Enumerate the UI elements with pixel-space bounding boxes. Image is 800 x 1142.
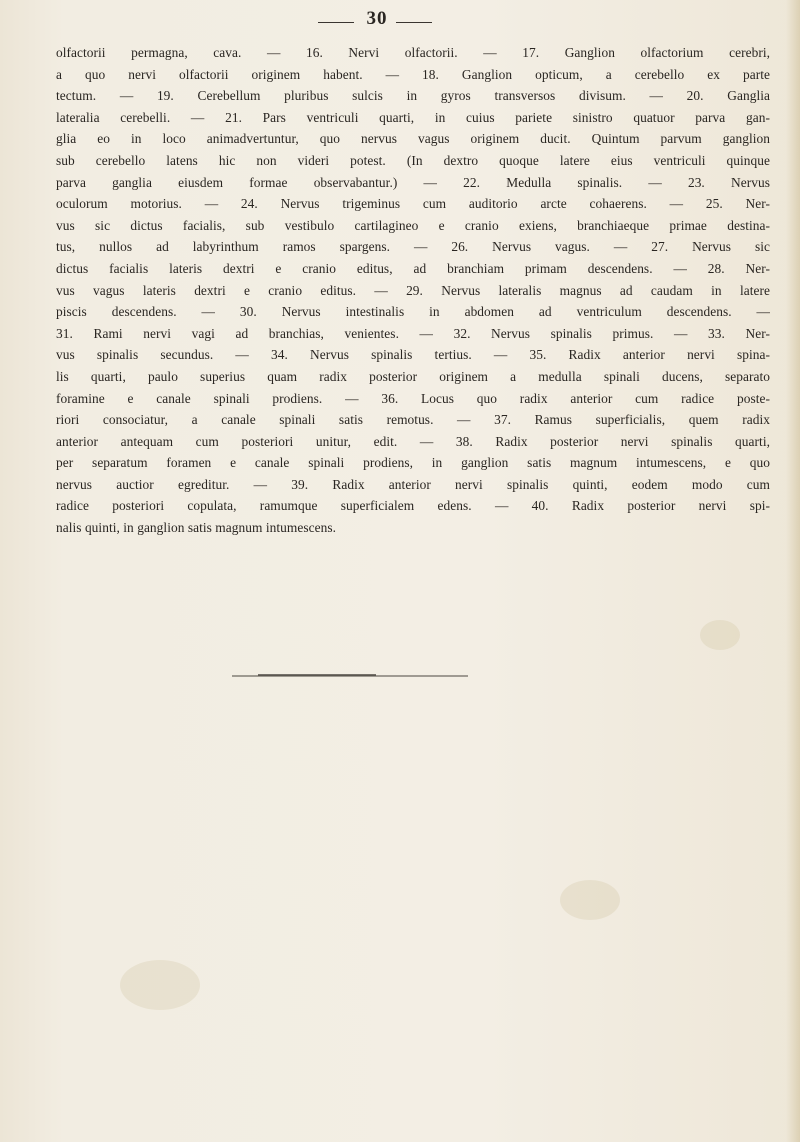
- text-line: a quo nervi olfactorii originem habent. — 18. Ganglion opticum, a cerebello ex parte: [56, 66, 770, 82]
- text-line: 31. Rami nervi vagi ad branchias, venientes. — 32. Nervus spinalis primus. — 33. Ner-: [56, 325, 770, 341]
- text-line: anterior antequam cum posteriori unitur, edit. — 38. Radix posterior nervi spinalis quarti,: [56, 433, 770, 449]
- text-line: foramine e canale spinali prodiens. — 36. Locus quo radix anterior cum radice poste-: [56, 390, 770, 406]
- foxing-stain: [700, 620, 740, 650]
- text-line: nervus auctior egreditur. — 39. Radix anterior nervi spinalis quinti, eodem modo cum: [56, 476, 770, 492]
- text-line: tus, nullos ad labyrinthum ramos spargens. — 26. Nervus vagus. — 27. Nervus sic: [56, 239, 770, 255]
- text-line: olfactorii permagna, cava. — 16. Nervi olfactorii. — 17. Ganglion olfactorium cerebri,: [56, 45, 770, 60]
- text-line: per separatum foramen e canale spinali prodiens, in ganglion satis magnum intumescens, e quo: [56, 455, 770, 471]
- text-line: lis quarti, paulo superius quam radix posterior originem a medulla spinali ducens, separato: [56, 368, 770, 384]
- foxing-stain: [560, 880, 620, 920]
- text-line: riori consociatur, a canale spinali satis remotus. — 37. Ramus superficialis, quem radix: [56, 412, 770, 428]
- text-line: vus vagus lateris dextri e cranio editus. — 29. Nervus lateralis magnus ad caudam in latere: [56, 282, 770, 298]
- text-line: sub cerebello latens hic non videri potest. (In dextro quoque latere eius ventriculi quinque: [56, 152, 770, 168]
- text-line: parva ganglia eiusdem formae observabantur.) — 22. Medulla spinalis. — 23. Nervus: [56, 174, 770, 190]
- text-line: oculorum motorius. — 24. Nervus trigeminus cum auditorio arcte cohaerens. — 25. Ner-: [56, 196, 770, 212]
- text-line: lateralia cerebelli. — 21. Pars ventriculi quarti, in cuius pariete sinistro quatuor parva gan-: [56, 109, 770, 125]
- page-edge-shadow: [786, 0, 800, 1142]
- closing-rule-segment: [258, 674, 376, 676]
- text-line: vus spinalis secundus. — 34. Nervus spinalis tertius. — 35. Radix anterior nervi spina-: [56, 347, 770, 363]
- text-line: vus sic dictus facialis, sub vestibulo cartilagineo e cranio exiens, branchiaeque primae destina-: [56, 217, 770, 233]
- text-line: radice posteriori copulata, ramumque superficialem edens. — 40. Radix posterior nervi spi-: [56, 498, 770, 514]
- body-text: [56, 42, 770, 539]
- header-rule-right: [396, 22, 432, 23]
- text-line: piscis descendens. — 30. Nervus intestinalis in abdomen ad ventriculum descendens. —: [56, 304, 770, 320]
- text-line: nalis quinti, in ganglion satis magnum intumescens.: [56, 520, 337, 536]
- text-line: dictus facialis lateris dextri e cranio editus, ad branchiam primam descendens. — 28. Ner-: [56, 260, 770, 276]
- text-line: tectum. — 19. Cerebellum pluribus sulcis in gyros transversos divisum. — 20. Ganglia: [56, 88, 770, 104]
- page-number: 30: [366, 8, 388, 29]
- foxing-stain: [120, 960, 200, 1010]
- text-line: glia eo in loco animadvertuntur, quo nervus vagus originem ducit. Quintum parvum ganglion: [56, 131, 770, 147]
- header-rule-left: [318, 22, 354, 23]
- running-header: [0, 4, 800, 34]
